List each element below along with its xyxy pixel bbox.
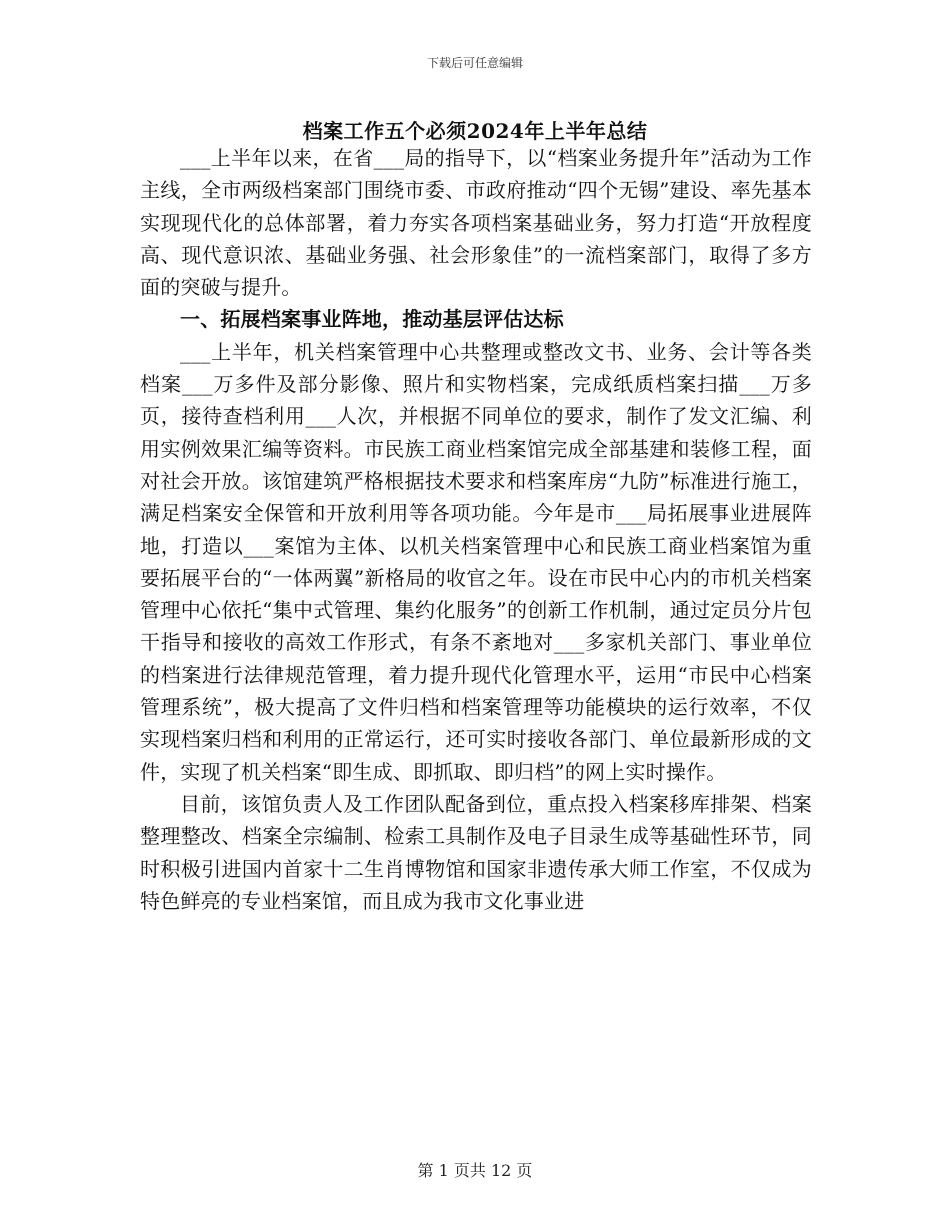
document-body (140, 142, 812, 917)
body-paragraph-1: ___上半年，机关档案管理中心共整理或整改文书、业务、会计等各类档案___万多件及部分影像、照片和实物档案，完成纸质档案扫描___万多页，接待查档利用___人次，并根据不同单位的要求，制作了发文汇编、利用实例效果汇编等资料。市民族工商业档案馆完成全部基建和装修工程，面对社会开放。该馆建筑严格根据技术要求和档案库房“九防”标准进行施工，满足档案安全保管和开放利用等各项功能。今年是市___局拓展事业进展阵地，打造以___案馆为主体、以机关档案管理中心和民族工商业档案馆为重要拓展平台的“一体两翼”新格局的收官之年。设在市民中心内的市机关档案管理中心依托“集中式管理、集约化服务”的创新工作机制，通过定员分片包干指导和接收的高效工作形式，有条不紊地对___多家机关部门、事业单位的档案进行法律规范管理，着力提升现代化管理水平，运用“市民中心档案管理系统”，极大提高了文件归档和档案管理等功能模块的运行效率，不仅实现档案归档和利用的正常运行，还可实时接收各部门、单位最新形成的文件，实现了机关档案“即生成、即抓取、即归档”的网上实时操作。 (140, 339, 812, 784)
page-number: 第 1 页共 12 页 (417, 1161, 533, 1180)
section-heading-1: 一、拓展档案事业阵地，推动基层评估达标 (180, 307, 564, 332)
body-paragraph-2: 目前，该馆负责人及工作团队配备到位，重点投入档案移库排架、档案整理整改、档案全宗编制、检索工具制作及电子目录生成等基础性环节，同时积极引进国内首家十二生肖博物馆和国家非遗传承大师工作室，不仅成为特色鲜亮的专业档案馆，而且成为我市文化事业进 (140, 791, 812, 913)
page-header-note: 下载后可任意编辑 (426, 56, 523, 70)
intro-paragraph: ___上半年以来，在省___局的指导下，以“档案业务提升年”活动为工作主线，全市两级档案部门围绕市委、市政府推动“四个无锡”建设、率先基本实现现代化的总体部署，着力夯实各项档案基础业务，努力打造“开放程度高、现代意识浓、基础业务强、社会形象佳”的一流档案部门，取得了多方面的突破与提升。 (140, 146, 812, 300)
document-title: 档案工作五个必须2024年上半年总结 (302, 119, 648, 143)
